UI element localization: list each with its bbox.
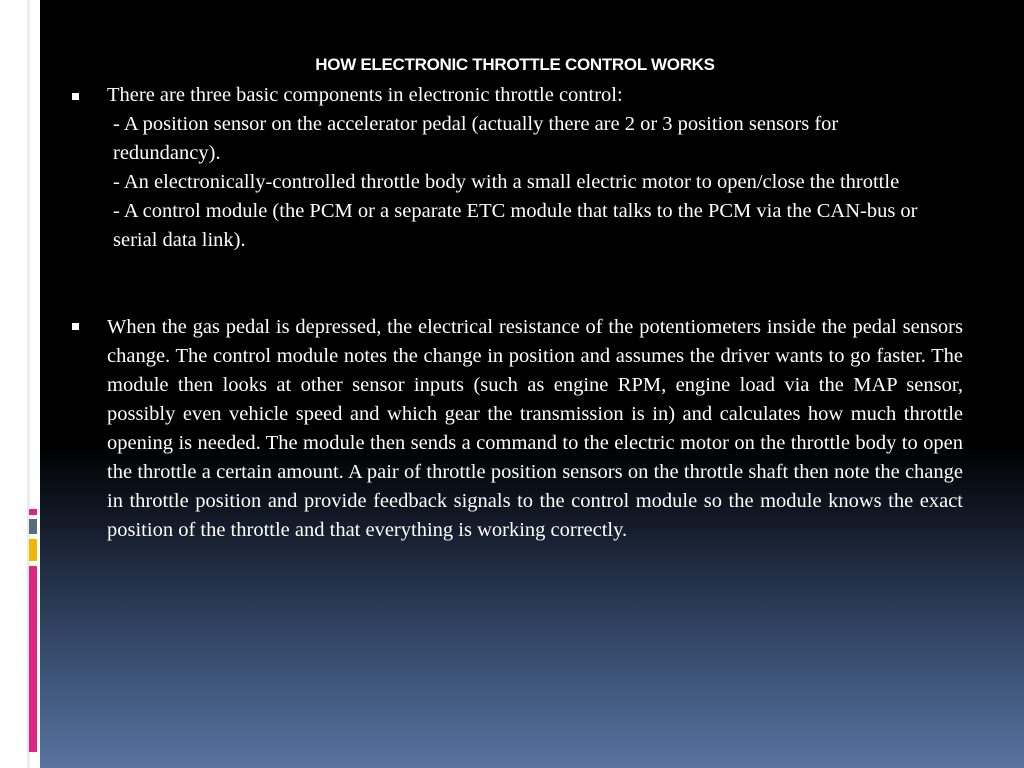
bullet-square-icon (72, 93, 79, 100)
accent-bar-yellow (29, 539, 37, 561)
component-item: - An electronically-controlled throttle body with a small electric motor to open/close the throttle (113, 171, 900, 193)
bullet-components (107, 81, 947, 255)
slide-title: HOW ELECTRONIC THROTTLE CONTROL WORKS (315, 55, 715, 74)
bullet-operation: When the gas pedal is depressed, the electrical resistance of the potentiometers inside the pedal sensors change. The control module notes the change in position and assumes the driver wants to go faster. The module then looks at other sensor inputs (such as engine RPM, engine load via the MAP sensor, possibly even vehicle speed and which gear the transmission is in) and calculates how much throttle opening is needed. The module then sends a command to the electric motor on the throttle body to open the throttle a certain amount. A pair of throttle position sensors on the throttle shaft then note the change in throttle position and provide feedback signals to the control module so the module knows the exact position of the throttle and that everything is working correctly. (107, 316, 963, 541)
bullet-square-icon (72, 323, 79, 330)
bullet-intro: There are three basic components in electronic throttle control: (107, 84, 623, 106)
accent-bar-blue (29, 519, 37, 534)
accent-bar-pink (29, 566, 37, 752)
accent-bar-pink-small (29, 509, 37, 515)
component-item: - A control module (the PCM or a separate ETC module that talks to the PCM via the CAN-bus or serial data link). (113, 200, 918, 251)
component-item: - A position sensor on the accelerator pedal (actually there are 2 or 3 position sensors for redundancy). (113, 113, 839, 164)
